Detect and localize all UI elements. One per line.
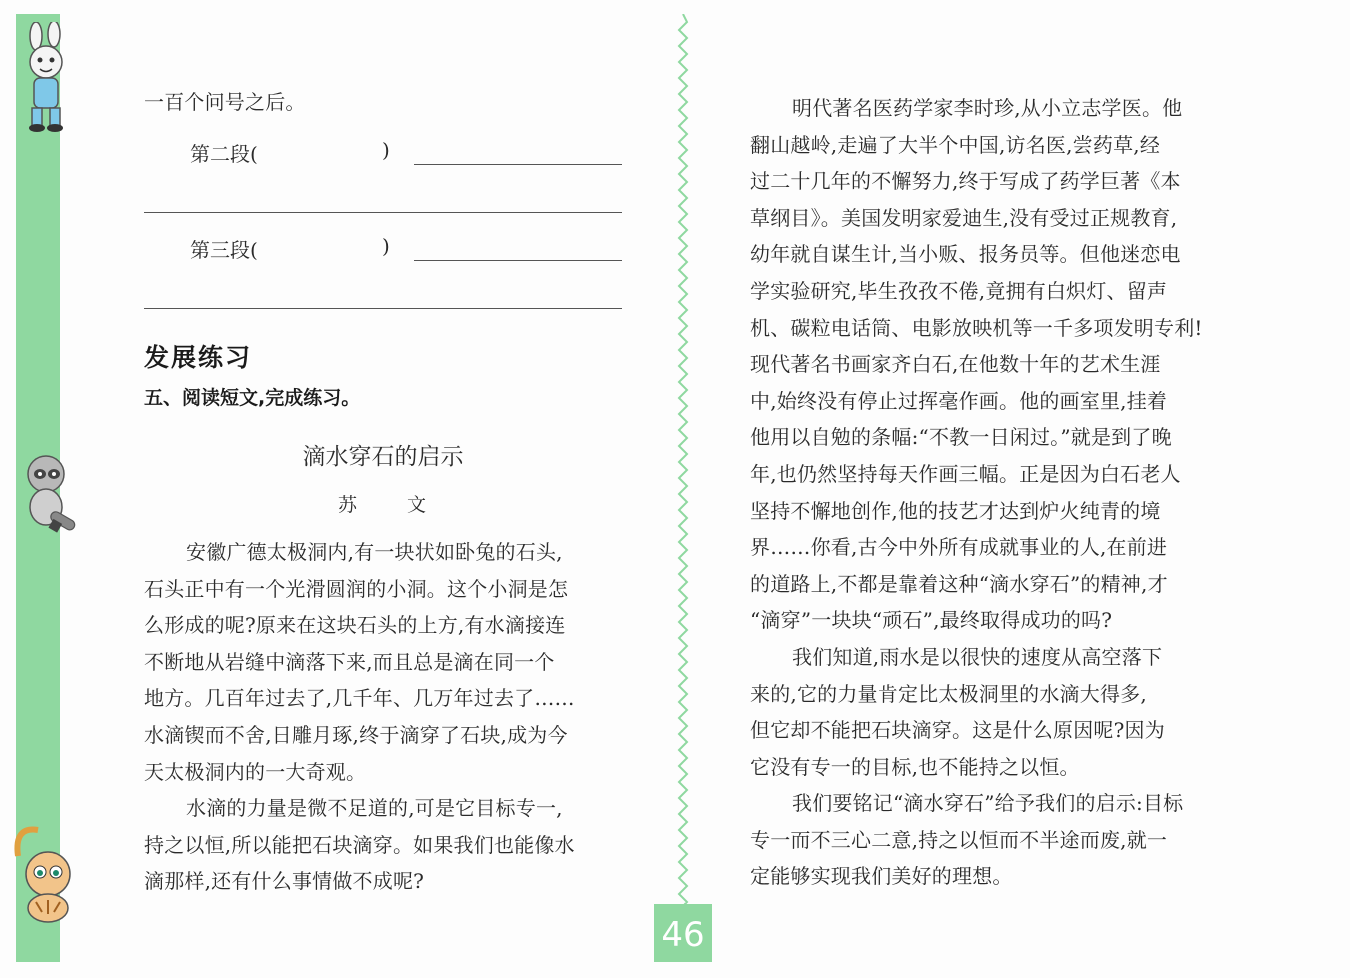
paragraph-three-answer-blank[interactable] (414, 260, 622, 261)
paragraph-three-close-paren: ) (382, 234, 390, 258)
text-line: 持之以恒,所以能把石块滴穿。如果我们也能像水 (144, 832, 575, 857)
text-line: 么形成的呢?原来在这块石头的上方,有水滴接连 (144, 613, 566, 638)
text-line: 机、碳粒电话筒、电影放映机等一千多项发明专利! (750, 315, 1203, 340)
paragraph-two-label: 第二段( (190, 142, 258, 166)
task-instruction: 五、阅读短文,完成练习。 (144, 387, 361, 409)
raccoon-icon (14, 452, 84, 544)
text-line: 安徽广德太极洞内,有一块状如卧兔的石头, (186, 540, 563, 564)
right-page (750, 90, 1228, 895)
text-line: 水滴锲而不舍,日雕月琢,终于滴穿了石块,成为今 (144, 722, 568, 747)
page-number: 46 (654, 904, 712, 962)
text-line: “滴穿”一块块“顽石”,最终取得成功的吗? (750, 608, 1113, 633)
text-line: 坚持不懈地创作,他的技艺才达到炉火纯青的境 (750, 498, 1161, 523)
text-line: 来的,它的力量肯定比太极洞里的水滴大得多, (750, 681, 1147, 706)
text-line: 翻山越岭,走遍了大半个中国,访名医,尝药草,经 (750, 132, 1161, 157)
text-line: 草纲目》。美国发明家爱迪生,没有受过正规教育, (750, 205, 1178, 230)
text-line: 界……你看,古今中外所有成就事业的人,在前进 (750, 535, 1168, 560)
paragraph-three-answer-line[interactable] (144, 308, 622, 309)
text-line: 我们要铭记“滴水穿石”给予我们的启示:目标 (792, 791, 1184, 816)
rabbit-icon (10, 22, 82, 134)
paragraph-two-answer-line[interactable] (144, 212, 622, 213)
text-line: 学实验研究,毕生孜孜不倦,竟拥有白炽灯、留声 (750, 278, 1168, 303)
text-line: 我们知道,雨水是以很快的速度从高空落下 (792, 644, 1163, 669)
page-divider-wave (676, 14, 690, 904)
text-line: 天太极洞内的一大奇观。 (144, 759, 367, 784)
text-line: 明代著名医药学家李时珍,从小立志学医。他 (792, 96, 1183, 120)
text-line: 年,也仍然坚持每天作画三幅。正是因为白石老人 (750, 461, 1181, 486)
text-line: 过二十几年的不懈努力,终于写成了药学巨著《本 (750, 169, 1181, 194)
article-title: 滴水穿石的启示 (302, 444, 464, 470)
paragraph-two-answer-blank[interactable] (414, 164, 622, 165)
text-line: 中,始终没有停止过挥毫作画。他的画室里,挂着 (750, 388, 1168, 413)
text-line: 石头正中有一个光滑圆润的小洞。这个小洞是怎 (144, 576, 569, 601)
paragraph-three-label: 第三段( (190, 238, 258, 262)
tiger-icon (10, 816, 88, 926)
text-line: 地方。几百年过去了,几千年、几万年过去了…… (144, 686, 575, 711)
article-body-left (144, 534, 622, 900)
text-line: 它没有专一的目标,也不能持之以恒。 (750, 754, 1080, 779)
left-page (144, 84, 622, 894)
text-line: 的道路上,不都是靠着这种“滴水穿石”的精神,才 (750, 571, 1168, 596)
text-line: 专一而不三心二意,持之以恒而不半途而废,就一 (750, 827, 1168, 852)
text-line: 定能够实现我们美好的理想。 (750, 864, 1013, 889)
text-line: 不断地从岩缝中滴落下来,而且总是滴在同一个 (144, 649, 555, 674)
text-line: 滴那样,还有什么事情做不成呢? (144, 869, 425, 894)
text-line: 幼年就自谋生计,当小贩、报务员等。但他迷恋电 (750, 242, 1181, 267)
text-line: 水滴的力量是微不足道的,可是它目标专一, (186, 796, 563, 821)
text-line: 他用以自勉的条幅:“不教一日闲过。”就是到了晚 (750, 425, 1172, 450)
article-author: 苏 文 (337, 494, 449, 516)
paragraph-two-close-paren: ) (382, 138, 390, 162)
carry-over-line: 一百个问号之后。 (144, 90, 306, 114)
text-line: 现代著名书画家齐白石,在他数十年的艺术生涯 (750, 352, 1161, 377)
text-line: 但它却不能把石块滴穿。这是什么原因呢?因为 (750, 718, 1165, 743)
section-heading: 发展练习 (144, 343, 253, 372)
